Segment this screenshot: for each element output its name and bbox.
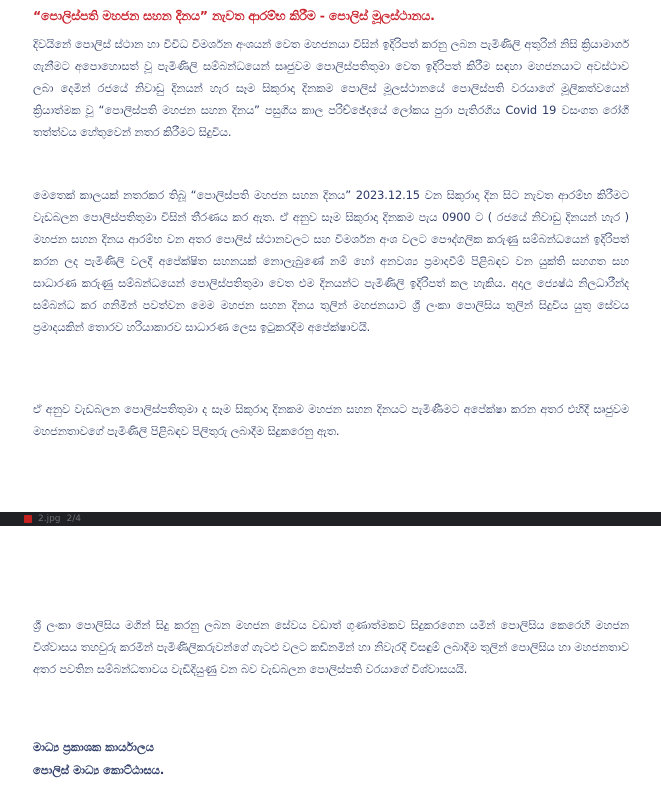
- image-file-icon: [24, 515, 32, 523]
- signature-office: මාධ්‍ය ප්‍රකාශක කාර්යාලය: [33, 740, 154, 754]
- document-page-2: [0, 526, 661, 794]
- image-filename[interactable]: 2.jpg: [38, 514, 61, 524]
- paragraph-4: ශ්‍රී ලංකා පොලිසිය මගින් සිදු කරනු ලබන මහජන සේවය වඩාත් ගුණාත්මකව සිදුකරගෙන යමින් පොලිසිය කෙරෙහි මහජන විශ්වාසය තහවුරු කරමින් පැමිණිලිකරුවන්ගේ ගැටළු වලට කඩිනමින් හා නිවැරදි විසඳුම් ලබාදීම තුලින් පොලිසිය හා මහජනතාව අතර පවතින සම්බන්ධතාවය වැඩිදියුණු වන බව වැඩබලන පොලිස්පති වරයාගේ විශ්වාසයයි.: [33, 618, 629, 676]
- paragraph-3: ඒ අනුව වැඩබලන පොලිස්පතිතුමා ද සෑම සිකුරාදා දිනකම මහජන සහන දිනයට පැමිණීමට අපේක්ෂා කරන අතර එහිදී සෘජුවම මහජනතාවගේ පැමිණිලි පිළිබඳව පිලිතුරු ලබාදීම සිදුකරෙනු ඇත.: [33, 402, 629, 438]
- document-title: “පොලිස්පති මහජන සහන දිනය” නැවත ආරම්භ කිරීම - පොලිස් මූලස්ථානය.: [33, 8, 435, 23]
- paragraph-2: මෙතෙක් කාලයක් නතරකර තිබූ “පොලිස්පති මහජන සහන දිනය” 2023.12.15 වන සිකුරාදා දින සිට නැවත ආරම්භ කිරීමට වැඩබලන පොලිස්පතිතුමා විසින් තීරණය කර ඇත. ඒ අනුව සෑම සිකුරාදා දිනකම පැය 0900 ට ( රජයේ නිවාඩු දිනයන් හැර ) මහජන සහන දිනය ආරම්භ වන අතර පොලිස් ස්ථානවලට සහ විමර්ශන අංශ වලට පෞද්ගලික කරුණු සම්බන්ධයෙන් ඉදිරිපත් කරන ලද පැමිණිලි වලදී අපේක්ෂිත සහනයක් නොලැබුණේ නම් හෝ අනවශ්‍ය ප්‍රමාදවීම් පිළිබඳව වන යුක්ති සහගත සහ සාධාරණ කරුණු සම්බන්ධයෙන් පොලිස්පතිතුමා වෙත එම දිනයන්ට පැමිණිලි ඉදිරිපත් කල හැකිය. අදාල ජ්‍යෙෂ්ඨ නිලධාරීන්ද සම්බන්ධ කර ගනිමින් පවත්වන මෙම මහජන සහන දිනය තුලින් මහජනයාට ශ්‍රී ලංකා පොලිසිය තුලින් සිදුවිය යුතු සේවය ප්‍රමාදයකින් තොරව හරියාකාරව සාධාරණ ලෙස ඉටුකරදීම අපේක්ෂාවයි.: [33, 188, 629, 334]
- paragraph-1: දිවයිනේ පොලිස් ස්ථාන හා විවිධ විමර්ශන අංශයන් වෙත මහජනයා විසින් ඉදිරිපත් කරනු ලබන පැමිණිලි අතුරින් නිසි ක්‍රියාමාර්ග ගැනීමට අපොහොසත් වූ පැමිණිලි සම්බන්ධයෙන් සෘජුවම පොලිස්පතිතුමා වෙත ඉදිරිපත් කිරීම සඳහා මහජනයාට අවස්ථාව ලබා දෙමින් රජයේ නිවාඩු දිනයන් හැර සෑම සිකුරාදා දිනකම පොලිස් මූලස්ථානයේ පොලිස්පති වරයාගේ මූලිකත්වයෙන් ක්‍රියාත්මක වූ “පොලිස්පති මහජන සහන දිනය” පසුගිය කාල පරිච්ඡේදයේ ලෝකය පුරා පැතිරගිය Covid 19 වසංගත රෝගී තත්ත්වය හේතුවෙන් නතර කිරීමට සිදුවිය.: [33, 37, 629, 139]
- image-viewer-strip: [0, 512, 661, 526]
- signature-division: පොලිස් මාධ්‍ය කොට්ඨාසය.: [33, 763, 165, 777]
- image-counter: 2/4: [66, 514, 81, 524]
